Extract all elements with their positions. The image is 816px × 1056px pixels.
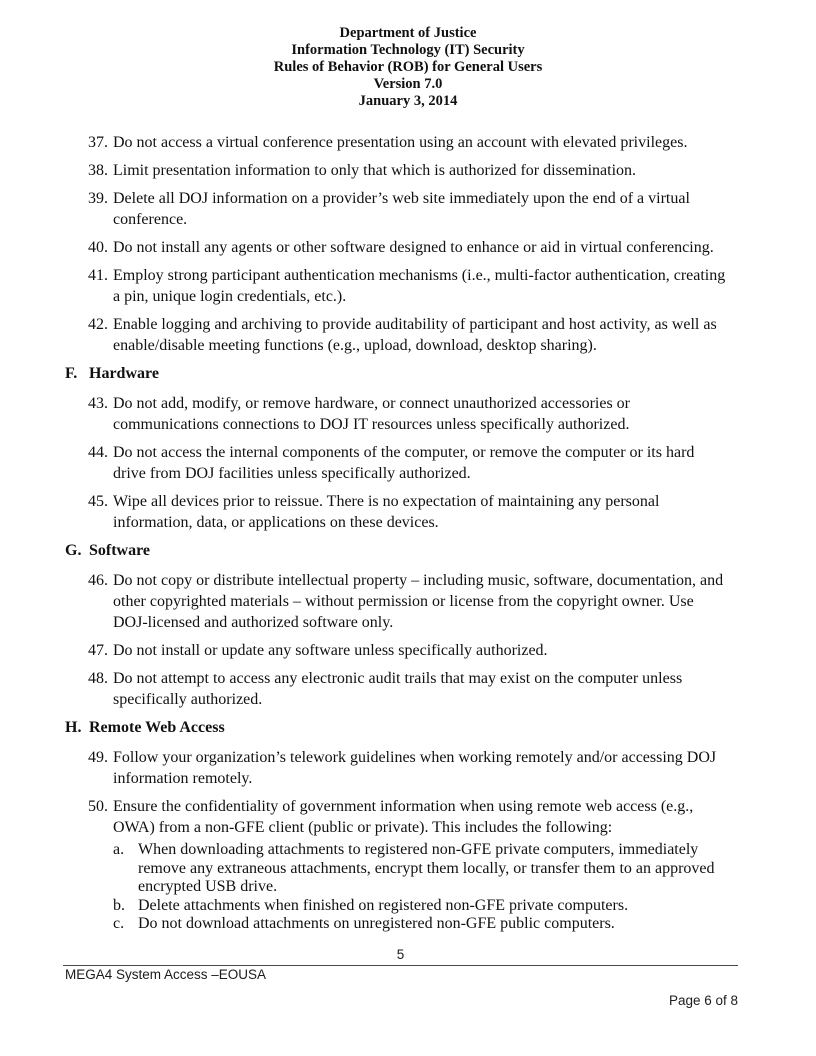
page-number: 5 bbox=[396, 947, 405, 962]
subitem-text: Delete attachments when finished on registered non-GFE private computers. bbox=[138, 896, 629, 914]
item-text-wrap bbox=[113, 188, 728, 230]
list-item bbox=[88, 640, 728, 661]
item-text-wrap bbox=[113, 160, 728, 181]
list-item bbox=[88, 491, 728, 533]
item-text: Employ strong participant authentication mechanisms (i.e., multi-factor authentication, creating a pin, unique login credentials, etc.). bbox=[113, 267, 726, 305]
item-text-wrap bbox=[113, 796, 728, 934]
item-text: Limit presentation information to only that which is authorized for dissemination. bbox=[113, 162, 637, 179]
item-text-wrap bbox=[113, 132, 728, 153]
item-text-wrap bbox=[113, 668, 728, 710]
section-heading bbox=[65, 717, 728, 738]
item-text-wrap bbox=[113, 265, 728, 307]
list-item bbox=[88, 188, 728, 230]
subitem bbox=[113, 841, 728, 897]
list-item bbox=[88, 265, 728, 307]
item-number: 37. bbox=[88, 134, 108, 151]
item-text: Do not install or update any software unless specifically authorized. bbox=[113, 642, 548, 659]
header-line: Version 7.0 bbox=[373, 76, 443, 92]
item-number: 41. bbox=[88, 267, 108, 284]
section-heading bbox=[65, 363, 728, 384]
item-text-wrap bbox=[113, 393, 728, 435]
item-text-wrap bbox=[113, 314, 728, 356]
list-item bbox=[88, 668, 728, 710]
list-item bbox=[88, 796, 728, 934]
item-text-wrap bbox=[113, 491, 728, 533]
list-item bbox=[88, 237, 728, 258]
subitem-letter: c. bbox=[113, 915, 125, 932]
section-letter: H. bbox=[65, 719, 82, 736]
item-text: Ensure the confidentiality of government information when using remote web access (e.g., OWA) from a non-GFE client (public or private). This includes the following: bbox=[113, 798, 694, 836]
subitem-letter: a. bbox=[113, 841, 125, 858]
subitem-letter: b. bbox=[113, 896, 125, 914]
item-number: 38. bbox=[88, 162, 108, 179]
item-text: Enable logging and archiving to provide auditability of participant and host activity, as well as enable/disable meeting functions (e.g., upload, download, desktop sharing). bbox=[113, 316, 717, 354]
item-number: 42. bbox=[88, 316, 108, 333]
item-text-wrap bbox=[113, 747, 728, 789]
item-text: Do not add, modify, or remove hardware, or connect unauthorized accessories or communications connections to DOJ IT resources unless specifically authorized. bbox=[113, 395, 630, 433]
item-text-wrap bbox=[113, 237, 728, 258]
list-item bbox=[88, 393, 728, 435]
item-text: Follow your organization’s telework guidelines when working remotely and/or accessing DOJ information remotely. bbox=[113, 749, 717, 787]
subitem bbox=[113, 915, 728, 934]
section-letter: F. bbox=[65, 365, 78, 382]
subitem-list bbox=[113, 841, 728, 934]
list-item bbox=[88, 747, 728, 789]
item-text: Do not install any agents or other software designed to enhance or aid in virtual conferencing. bbox=[113, 239, 714, 256]
item-number: 48. bbox=[88, 670, 108, 687]
list-item bbox=[88, 570, 728, 633]
item-text: Do not attempt to access any electronic audit trails that may exist on the computer unless specifically authorized. bbox=[113, 670, 683, 708]
footer-doc-label: MEGA4 System Access –EOUSA bbox=[65, 967, 267, 982]
subitem-text: When downloading attachments to registered non-GFE private computers, immediately remove any extraneous attachments, encrypt them locally, or transfer them to an approved encrypted USB drive. bbox=[138, 841, 715, 895]
subitem-text: Do not download attachments on unregistered non-GFE public computers. bbox=[138, 915, 615, 932]
item-number: 46. bbox=[88, 572, 108, 589]
section-title: Remote Web Access bbox=[89, 719, 225, 736]
item-number: 43. bbox=[88, 395, 108, 412]
section-title: Software bbox=[89, 542, 151, 559]
footer-page-label: Page 6 of 8 bbox=[668, 993, 738, 1008]
header-line: Information Technology (IT) Security bbox=[291, 42, 525, 58]
header-line: Rules of Behavior (ROB) for General Users bbox=[273, 59, 543, 75]
item-text: Do not access a virtual conference presentation using an account with elevated privileges. bbox=[113, 134, 688, 151]
item-number: 39. bbox=[88, 190, 108, 207]
item-text: Do not copy or distribute intellectual property – including music, software, documentation, and other copyrighted materials – without permission or license from the copyright owner. Use DOJ-licensed and authorized software only. bbox=[113, 572, 724, 631]
document-header bbox=[0, 25, 816, 110]
list-item bbox=[88, 314, 728, 356]
item-text: Do not access the internal components of the computer, or remove the computer or its hard drive from DOJ facilities unless specifically authorized. bbox=[113, 444, 695, 482]
item-number: 47. bbox=[88, 642, 108, 659]
section-letter: G. bbox=[65, 542, 82, 559]
item-text-wrap bbox=[113, 442, 728, 484]
document-body bbox=[65, 132, 728, 941]
item-number: 50. bbox=[88, 798, 108, 815]
header-line: Department of Justice bbox=[339, 25, 477, 41]
section-heading bbox=[65, 540, 728, 561]
list-item bbox=[88, 132, 728, 153]
footer-divider bbox=[63, 965, 738, 966]
item-number: 45. bbox=[88, 493, 108, 510]
item-number: 40. bbox=[88, 239, 108, 256]
item-text: Delete all DOJ information on a provider’s web site immediately upon the end of a virtual conference. bbox=[113, 190, 690, 228]
item-number: 44. bbox=[88, 444, 108, 461]
list-item bbox=[88, 160, 728, 181]
header-line: January 3, 2014 bbox=[358, 93, 458, 109]
subitem bbox=[113, 897, 728, 916]
item-text: Wipe all devices prior to reissue. There is no expectation of maintaining any personal information, data, or applications on these devices. bbox=[113, 493, 660, 531]
section-title: Hardware bbox=[89, 365, 159, 382]
list-item bbox=[88, 442, 728, 484]
item-number: 49. bbox=[88, 749, 108, 766]
item-text-wrap bbox=[113, 570, 728, 633]
item-text-wrap bbox=[113, 640, 728, 661]
